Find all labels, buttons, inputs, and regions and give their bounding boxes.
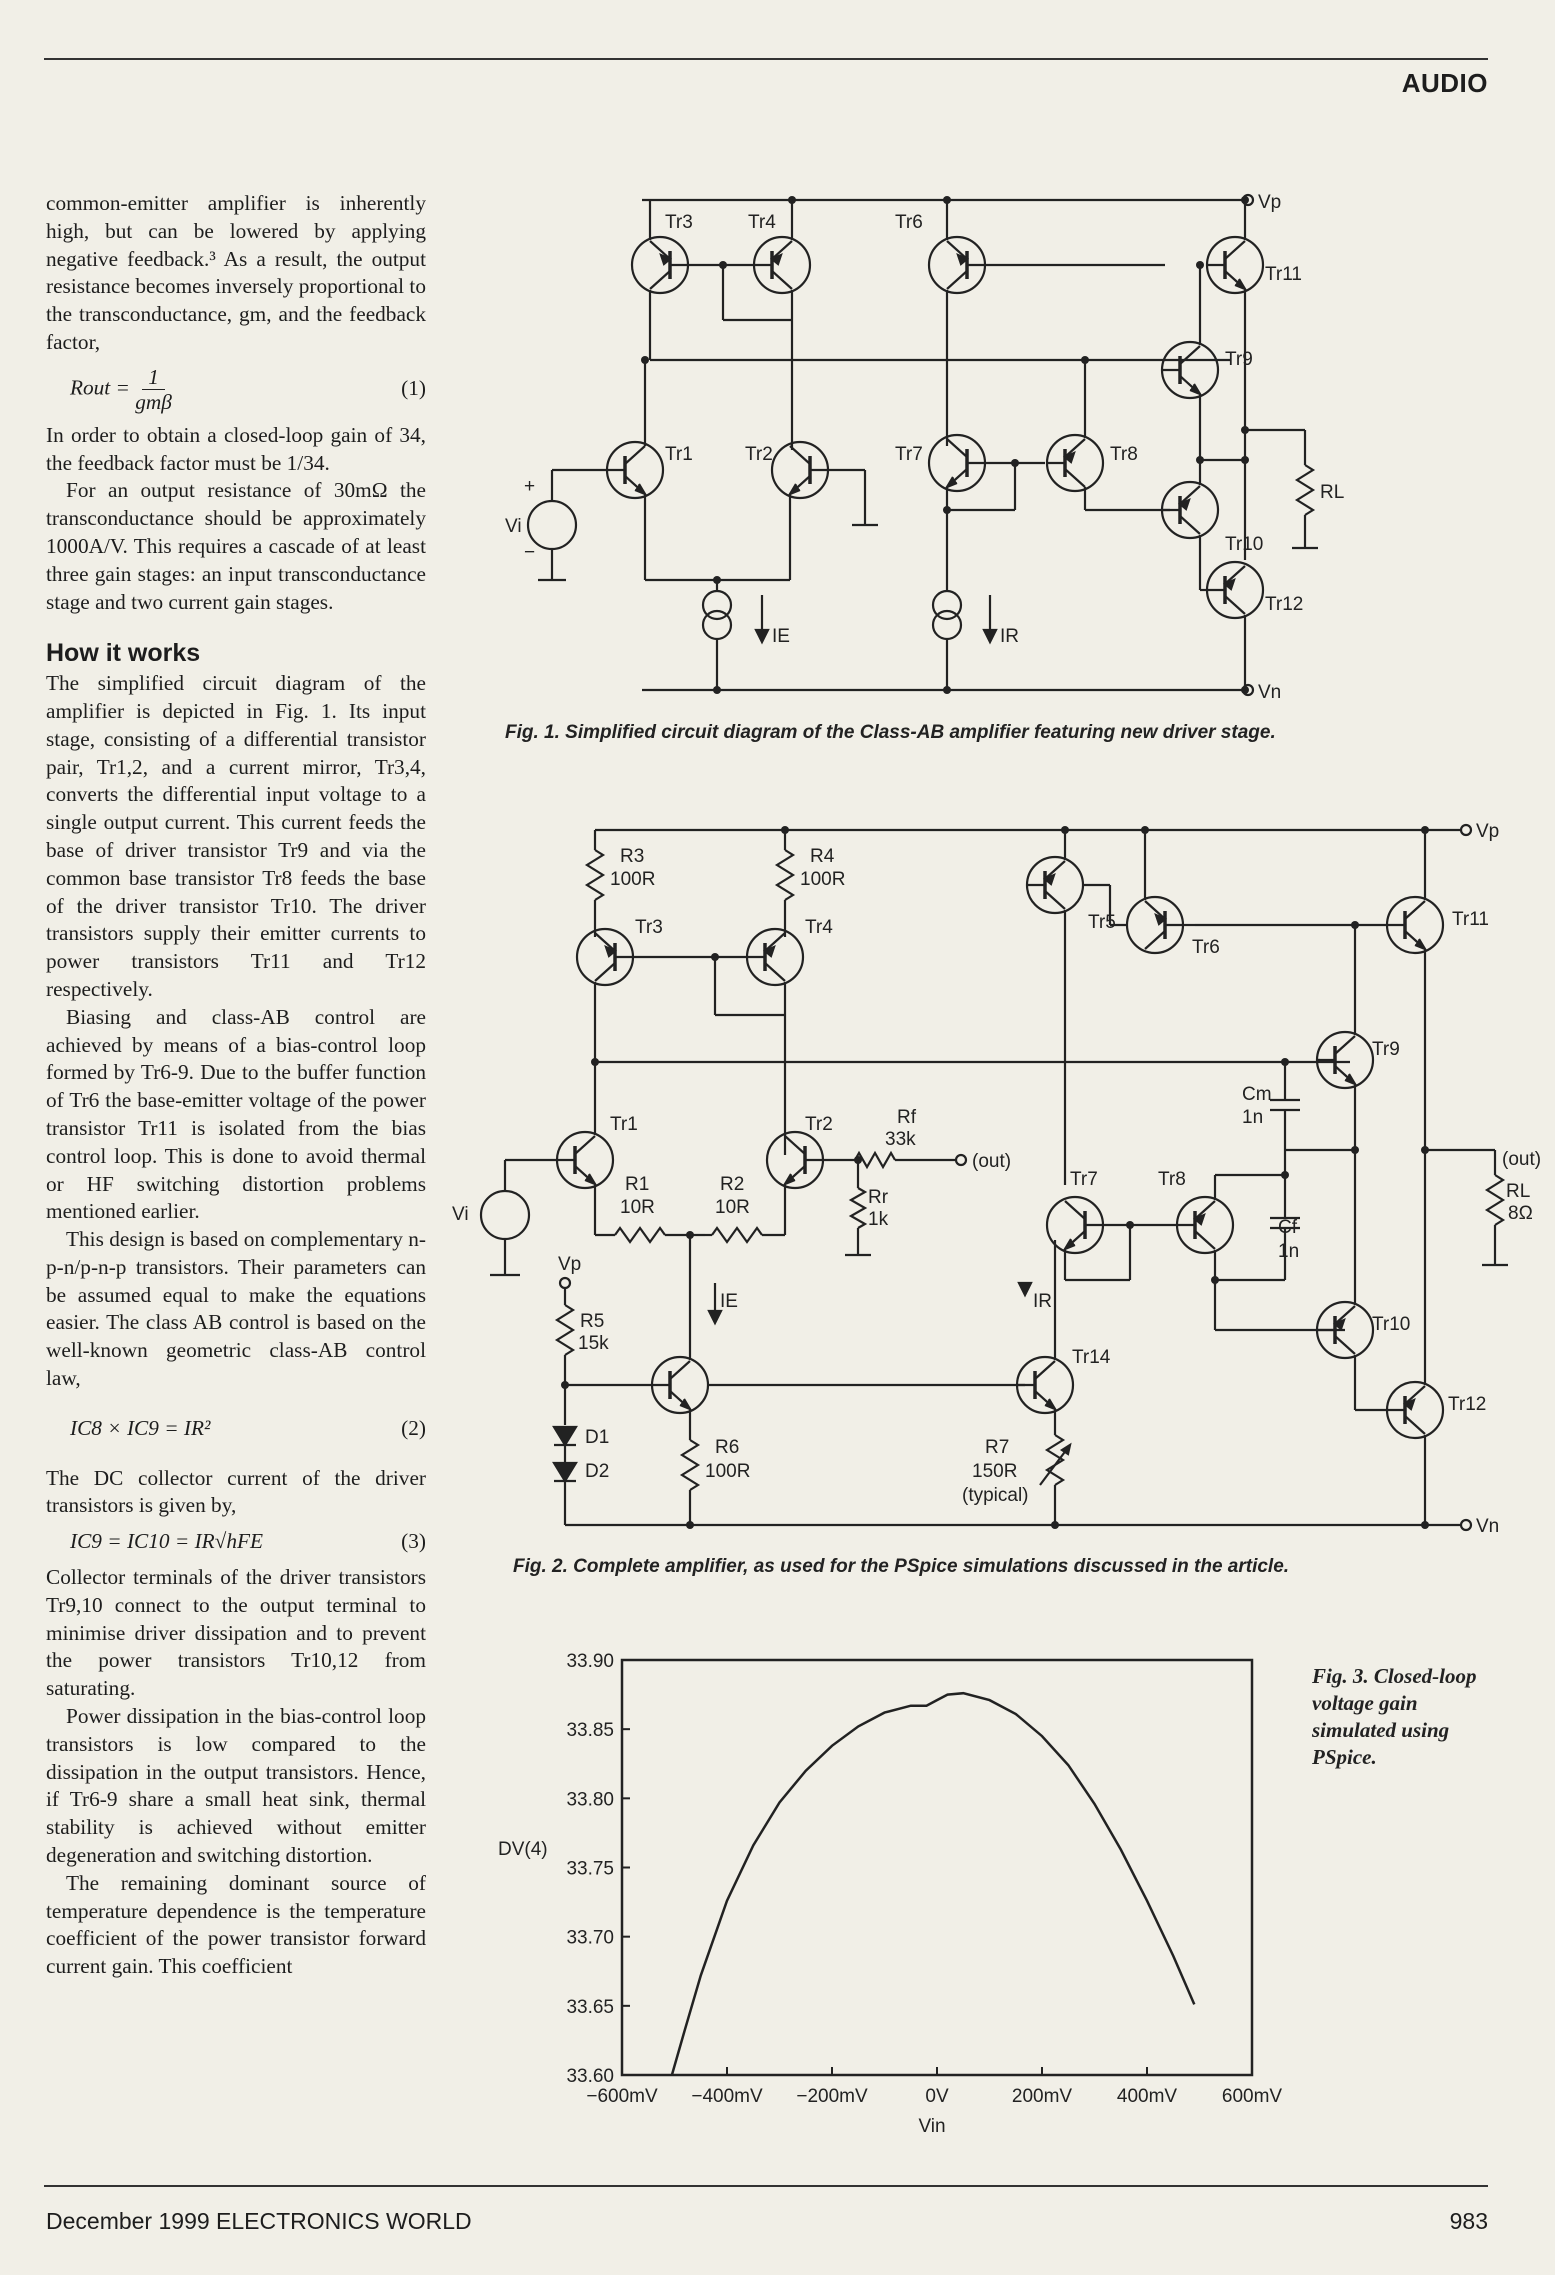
tr2-symbol <box>767 1132 823 1188</box>
fig2-label: Tr10 <box>1372 1314 1411 1335</box>
y-axis-label: DV(4) <box>498 1839 548 1860</box>
paragraph: common-emitter amplifier is inherently high, but can be lowered by applying negative feedback.³ As a result, the output resistance becomes inversely proportional to the transconductance, gm, and the feedback factor, <box>46 191 426 354</box>
fig2-label: Tr12 <box>1448 1394 1487 1415</box>
equation-number: (3) <box>401 1529 426 1554</box>
fig2-label: 10R <box>620 1197 655 1218</box>
fig1-label: IE <box>772 626 790 647</box>
fig2-label: 1n <box>1242 1107 1264 1128</box>
tr8-symbol <box>1177 1197 1233 1253</box>
x-tick-label: 200mV <box>1011 2086 1073 2107</box>
x-tick-label: −600mV <box>586 2086 658 2107</box>
equation-number: (2) <box>401 1415 426 1440</box>
caption-line: simulated using <box>1312 1718 1450 1742</box>
tr8-symbol <box>1047 435 1103 491</box>
y-tick-label: 33.85 <box>566 1720 614 1742</box>
equation-text: IC8 × IC9 = IR² <box>70 1415 211 1440</box>
fig2-label: Tr5 <box>1088 912 1116 933</box>
fig1-label: Vn <box>1258 682 1282 703</box>
fig1-label: Tr11 <box>1265 264 1302 285</box>
tr13-symbol <box>652 1357 708 1413</box>
fig2-label: 15k <box>578 1333 609 1354</box>
fig2-label: Vp <box>1476 821 1500 842</box>
tr9-symbol <box>1317 1032 1373 1088</box>
equation-3 <box>70 1528 426 1556</box>
fig2-label: Vn <box>1476 1516 1500 1537</box>
y-tick-label: 33.75 <box>566 1858 614 1880</box>
bottom-rule <box>44 2185 1488 2187</box>
fig2-label: (out) <box>1502 1149 1542 1170</box>
tr1-symbol <box>557 1132 613 1188</box>
caption-line: Fig. 3. Closed-loop <box>1312 1664 1477 1688</box>
tr7-symbol <box>1047 1197 1103 1253</box>
caption-line: PSpice. <box>1312 1745 1377 1769</box>
paragraph: In order to obtain a closed-loop gain of 34, the feedback factor must be 1/34. <box>46 422 426 475</box>
fig1-label: Tr1 <box>665 444 693 465</box>
page-number: 983 <box>1449 2208 1488 2234</box>
tr14-symbol <box>1017 1357 1073 1413</box>
fig2-label: 100R <box>800 869 846 890</box>
fig2-label: D2 <box>585 1461 610 1482</box>
fig2-label: 100R <box>610 869 656 890</box>
paragraph: Biasing and class-AB control are achieved by means of a bias-control loop formed by Tr6-9. Due to the buffer function of Tr6 the base-emitter voltage of the power transistor Tr11 is isolated from the bias control loop. This is done to avoid thermal or HF switching distortion problems mentioned earlier. <box>46 1004 426 1224</box>
tr1-symbol <box>607 442 663 498</box>
tr11-symbol <box>1387 897 1443 953</box>
fig2-label: D1 <box>585 1427 610 1448</box>
x-tick-label: 400mV <box>1116 2086 1178 2107</box>
fig2-label: Tr1 <box>610 1114 638 1135</box>
x-tick-label: −400mV <box>691 2086 763 2107</box>
fig2-label: RL <box>1506 1181 1531 1202</box>
fig2-label: R4 <box>810 846 835 867</box>
fig2-label: 100R <box>705 1461 751 1482</box>
fig2-label: 10R <box>715 1197 750 1218</box>
fig1-label: Tr12 <box>1265 594 1304 615</box>
denominator: gmβ <box>135 389 172 414</box>
paragraph: For an output resistance of 30mΩ the transconductance should be approximately 1000A/V. This requires a cascade of at least three gain stages: an input transconductance stage and two current gain stages. <box>46 478 426 614</box>
body-column <box>46 190 426 1981</box>
tr5-symbol <box>1027 857 1083 913</box>
fig1-label: + <box>524 476 536 497</box>
fig2-label: IR <box>1033 1291 1052 1312</box>
caption-line: voltage gain <box>1312 1691 1418 1715</box>
fig1-caption: Fig. 1. Simplified circuit diagram of the Class-AB amplifier featuring new driver stage. <box>505 722 1276 743</box>
fig2-label: Tr7 <box>1070 1169 1098 1190</box>
fig2-label: IE <box>720 1291 738 1312</box>
fig2-label: (out) <box>972 1151 1012 1172</box>
paragraph: This design is based on complementary n-p-n/p-n-p transistors. Their parameters can be assumed equal to make the equations easier. The class AB control is based on the well-known geometric class-AB control law, <box>46 1227 426 1391</box>
equation-2 <box>70 1415 426 1443</box>
y-tick-label: 33.65 <box>566 1996 614 2018</box>
x-tick-label: 0V <box>925 2086 949 2107</box>
fig2-label: Tr9 <box>1372 1039 1400 1060</box>
fig1-label: RL <box>1320 482 1345 503</box>
y-tick-label: 33.90 <box>566 1651 614 1672</box>
tr12-symbol <box>1207 562 1263 618</box>
fig2-label: R1 <box>625 1174 650 1195</box>
series-line <box>672 1693 1194 2075</box>
paragraph: The simplified circuit diagram of the amplifier is depicted in Fig. 1. Its input stage, consisting of a differential transistor pair, Tr1,2, and a current mirror, Tr3,4, converts the differential input voltage to a single output current. This current feeds the base of driver transistor Tr9 and via the common base transistor Tr8 feeds the base of the driver transistor Tr10. The driver transistors supply their emitter currents to power transistors Tr11 and Tr12 respectively. <box>46 671 426 1001</box>
tr11-symbol <box>1207 237 1263 293</box>
fig1-label: Tr6 <box>895 212 923 233</box>
fig2-label: Tr2 <box>805 1114 833 1135</box>
fig2-label: Tr4 <box>805 917 833 938</box>
fig1-label: − <box>524 542 536 563</box>
fig2-label: Tr3 <box>635 917 663 938</box>
fig2-label: 150R <box>972 1461 1018 1482</box>
x-axis-label: Vin <box>918 2116 946 2137</box>
tr4-symbol <box>747 929 803 985</box>
fig2-label: Tr6 <box>1192 937 1220 958</box>
fig2-label: Rr <box>868 1187 889 1208</box>
fig2-label: Cf <box>1278 1217 1297 1238</box>
fig2-label: Vi <box>452 1204 469 1225</box>
fig2-label: R5 <box>580 1311 605 1332</box>
fig1-label: Tr8 <box>1110 444 1138 465</box>
fig2-label: Tr11 <box>1452 909 1489 930</box>
tr6-symbol <box>1127 897 1183 953</box>
x-tick-label: −200mV <box>796 2086 868 2107</box>
tr10-symbol <box>1162 482 1218 538</box>
fig1-label: Tr4 <box>748 212 776 233</box>
fig3-caption <box>1312 1663 1477 1771</box>
tr3-symbol <box>577 929 633 985</box>
y-tick-label: 33.60 <box>566 2066 614 2087</box>
section-heading: How it works <box>46 639 201 668</box>
fig1-label: Tr3 <box>665 212 693 233</box>
x-tick-label: 600mV <box>1221 2086 1283 2107</box>
fig1-label: Tr9 <box>1225 349 1253 370</box>
fig2-label: R7 <box>985 1437 1010 1458</box>
fig1-label: Vi <box>505 516 522 537</box>
fig2-label: 1n <box>1278 1241 1300 1262</box>
equation-1 <box>70 365 426 414</box>
fig1-circuit <box>500 180 1360 710</box>
fig2-label: R2 <box>720 1174 745 1195</box>
fig3-chart <box>480 1640 1300 2160</box>
section-label: AUDIO <box>1401 68 1488 98</box>
top-rule <box>44 58 1488 60</box>
fig1-label: Vp <box>1258 192 1282 213</box>
fig1-label: Tr7 <box>895 444 923 465</box>
equation-number: (1) <box>401 376 426 401</box>
fig2-circuit <box>450 805 1542 1545</box>
fig2-label: Vp <box>558 1254 582 1275</box>
fig2-label: Tr8 <box>1158 1169 1186 1190</box>
fig2-label: Rf <box>897 1107 916 1128</box>
tr9-symbol <box>1162 342 1218 398</box>
tr12-symbol <box>1387 1382 1443 1438</box>
fig1-label: Tr10 <box>1225 534 1264 555</box>
tr3-symbol <box>632 237 688 293</box>
equation-text: IC9 = IC10 = IR√hFE <box>70 1529 264 1554</box>
fig2-label: Tr14 <box>1072 1347 1111 1368</box>
fig2-label: (typical) <box>962 1485 1029 1506</box>
paragraph: Collector terminals of the driver transistors Tr9,10 connect to the output terminal to minimise driver dissipation and to prevent the power transistors Tr10,12 from saturating. <box>46 1565 426 1701</box>
plot-frame <box>622 1660 1252 2075</box>
paragraph: The DC collector current of the driver transistors is given by, <box>46 1465 426 1518</box>
fig1-label: Tr2 <box>745 444 773 465</box>
fig2-label: R6 <box>715 1437 740 1458</box>
fraction <box>135 365 172 414</box>
fig2-label: 1k <box>868 1209 889 1230</box>
tr6-symbol <box>929 237 985 293</box>
numerator: 1 <box>142 365 165 390</box>
fig1-label: IR <box>1000 626 1019 647</box>
tr7-symbol <box>929 435 985 491</box>
paragraph: Power dissipation in the bias-control loop transistors is low compared to the dissipation in the output transistors. Hence, if Tr6-9 share a small heat sink, thermal stability is achieved without emitter degeneration and switching distortion. <box>46 1704 426 1868</box>
y-tick-label: 33.80 <box>566 1789 614 1811</box>
fig2-label: R3 <box>620 846 645 867</box>
fig2-caption: Fig. 2. Complete amplifier, as used for the PSpice simulations discussed in the article. <box>513 1556 1290 1577</box>
y-tick-label: 33.70 <box>566 1927 614 1949</box>
fig2-label: 8Ω <box>1508 1203 1533 1224</box>
fig2-label: 33k <box>885 1129 916 1150</box>
tr4-symbol <box>754 237 810 293</box>
tr2-symbol <box>772 442 828 498</box>
fig2-label: Cm <box>1242 1084 1272 1105</box>
paragraph: The remaining dominant source of temperature dependence is the temperature coefficient of the power transistor forward current gain. This coefficient <box>46 1870 426 1979</box>
footer-publication: December 1999 ELECTRONICS WORLD <box>46 2208 472 2234</box>
equation-lhs: Rout = <box>70 375 130 400</box>
